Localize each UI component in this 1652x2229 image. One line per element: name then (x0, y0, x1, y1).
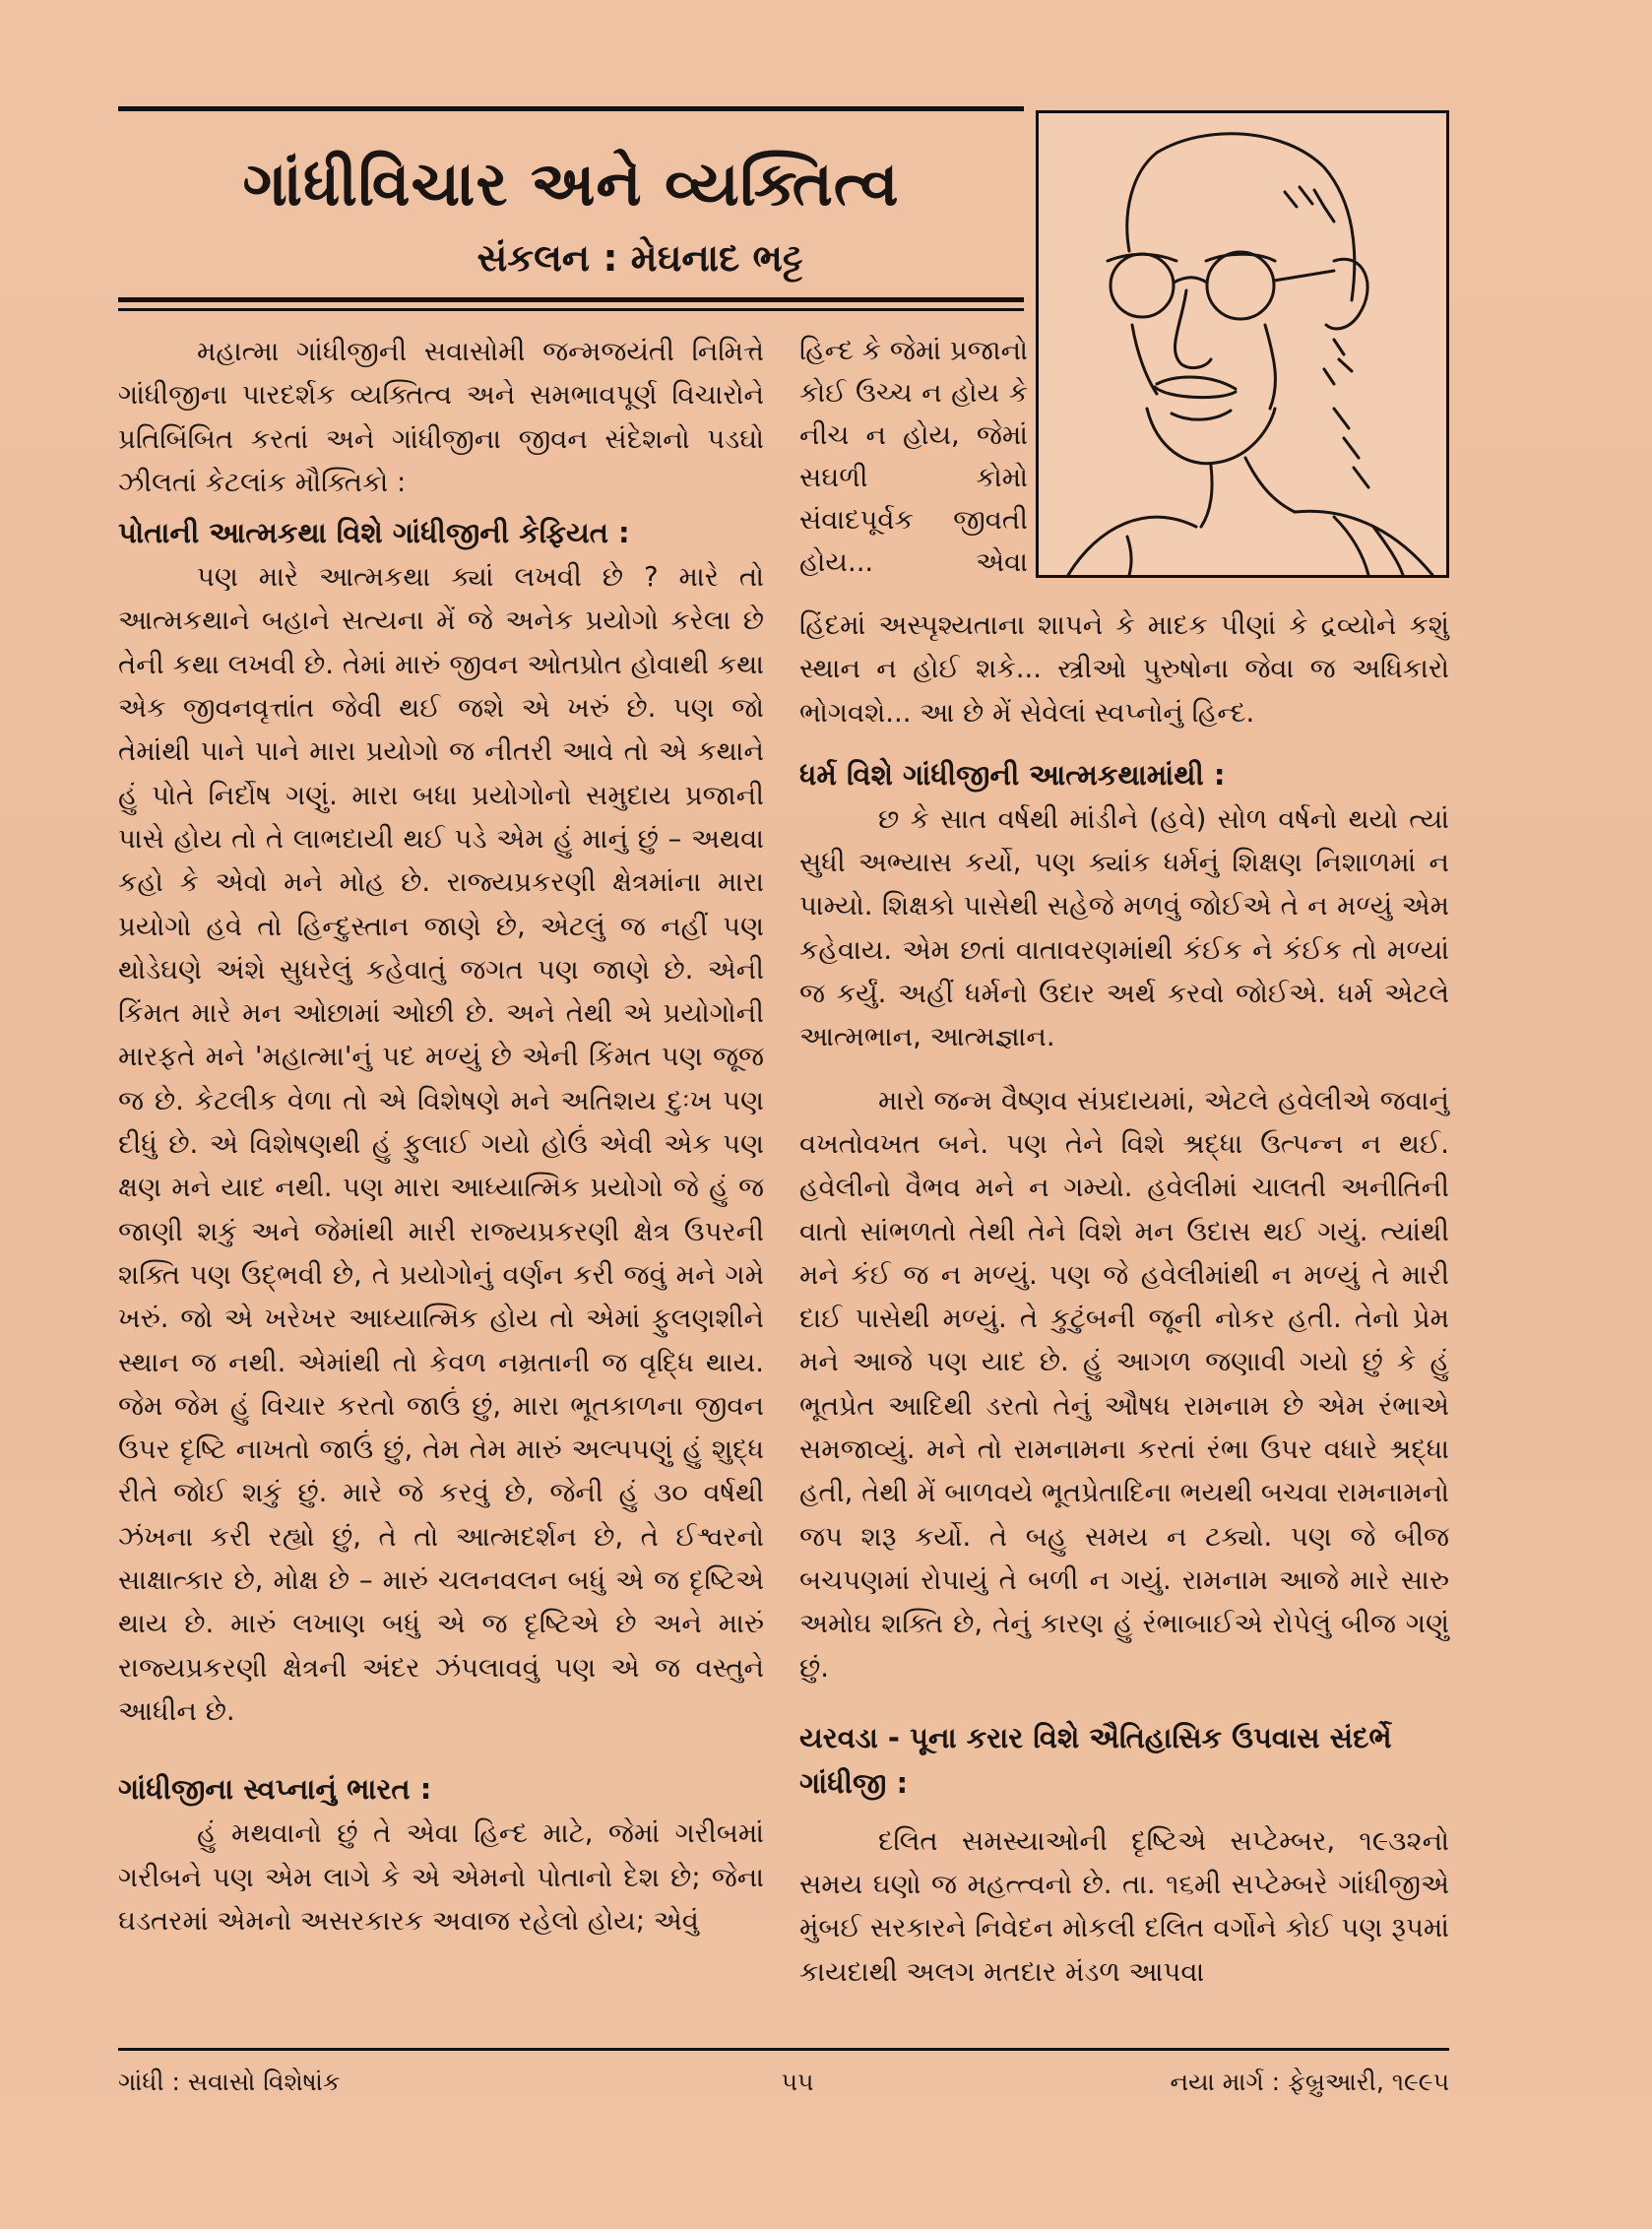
page-number: ૫૫ (781, 2068, 814, 2096)
article-byline: સંકલન : મેઘનાદ ભટ્ટ (477, 236, 803, 280)
article-title: ગાંધીવિચાર અને વ્યક્તિત્વ (242, 148, 900, 220)
footer-rule (118, 2048, 1449, 2051)
header-bottom-rule-2 (118, 308, 1024, 311)
footer-left: ગાંધી : સવાસો વિશેષાંક (118, 2068, 341, 2096)
dream-india-paragraph: હું મથવાનો છું તે એવા હિન્દ માટે, જેમાં ગરીબમાં ગરીબને પણ એમ લાગે કે એ એમનો પોતાનો દેશ છે; જેના ઘડતરમાં એમનો અસરકારક અવાજ રહેલો હોય; એવું (118, 1817, 764, 1937)
yerwada-paragraph: દલિત સમસ્યાઓની દૃષ્ટિએ સપ્ટેમ્બર, ૧૯૩૨નો સમય ઘણો જ મહત્ત્વનો છે. તા. ૧૬મી સપ્ટેમ્બરે ગાંધીજીએ મુંબઈ સરકારને નિવેદન મોકલી દલિત વર્ગોને કોઈ પણ રૂપમાં કાયદાથી અલગ મતદાર મંડળ આપવા (799, 1824, 1449, 1988)
beside-line: સઘળી કોમો (799, 462, 1028, 493)
autobiography-paragraph: પણ મારે આત્મકથા ક્યાં લખવી છે ? મારે તો આત્મકથાને બહાને સત્યના મેં જે અનેક પ્રયોગો કરેલા છે તેની કથા લખવી છે. તેમાં મારું જીવન ઓતપ્રોત હોવાથી કથા એક જીવનવૃત્તાંત જેવી થઈ જશે એ ખરું છે. પણ જો તેમાંથી પાને પાને મારા પ્રયોગો જ નીતરી આવે તો એ કથાને હું પોતે નિર્દોષ ગણું. મારા બધા પ્રયોગોનો સમુદાય પ્રજાની પાસે હોય તો તે લાભદાયી થઈ પડે એમ હું માનું છું – અથવા કહો કે એવો મને મોહ છે. રાજ્યપ્રકરણી ક્ષેત્રમાંના મારા પ્રયોગો હવે તો હિન્દુસ્તાન જાણે છે, એટલું જ નહીં પણ થોડેઘણે અંશે સુધરેલું કહેવાતું જગત પણ જાણે છે. એની કિંમત મારે મન ઓછામાં ઓછી છે. અને તેથી એ પ્રયોગોની મારફતે મને 'મહાત્મા'નું પદ મળ્યું છે એની કિંમત પણ જૂજ જ છે. કેટલીક વેળા તો એ વિશેષણે મને અતિશય દુઃખ પણ દીધું છે. એ વિશેષણથી હું ફુલાઈ ગયો હોઉં એવી એક પણ ક્ષણ મને યાદ નથી. પણ મારા આધ્યાત્મિક પ્રયોગો જે હું જ જાણી શકું અને જેમાંથી મારી રાજ્યપ્રકરણી ક્ષેત્ર ઉપરની શક્તિ પણ ઉદ્ભવી છે, તે પ્રયોગોનું વર્ણન કરી જવું મને ગમે ખરું. જો એ ખરેખર આધ્યાત્મિક હોય તો એમાં ફુલણશીને સ્થાન જ નથી. એમાંથી તો કેવળ નમ્રતાની જ વૃદ્ધિ થાય. જેમ જેમ હું વિચાર કરતો જાઉં છું, મારા ભૂતકાળના જીવન ઉપર દૃષ્ટિ નાખતો જાઉં છું, તેમ તેમ મારું અલ્પપણું હું શુદ્ધ રીતે જોઈ શકું છું. મારે જે કરવું છે, જેની હું ૩૦ વર્ષથી ઝંખના કરી રહ્યો છું, તે તો આત્મદર્શન છે, તે ઈશ્વરનો સાક્ષાત્કાર છે, મોક્ષ છે – મારું ચલનવલન બધું એ જ દૃષ્ટિએ થાય છે. મારું લખાણ બધું એ જ દૃષ્ટિએ છે અને મારું રાજ્યપ્રકરણી ક્ષેત્રની અંદર ઝંપલાવવું પણ એ જ વસ્તુને આધીન છે. (118, 561, 764, 1727)
section-heading-autobiography: પોતાની આત્મકથા વિશે ગાંધીજીની કેફિયત : (118, 516, 630, 550)
footer-right: નયા માર્ગ : ફેબ્રુઆરી, ૧૯૯૫ (1170, 2068, 1449, 2096)
religion-paragraph-2: મારો જન્મ વૈષ્ણવ સંપ્રદાયમાં, એટલે હવેલીએ જવાનું વખતોવખત બને. પણ તેને વિશે શ્રદ્ધા ઉત્પન્ન ન થઈ. હવેલીનો વૈભવ મને ન ગમ્યો. હવેલીમાં ચાલતી અનીતિની વાતો સાંભળતો તેથી તેને વિશે મન ઉદાસ થઈ ગયું. ત્યાંથી મને કંઈ જ ન મળ્યું. પણ જે હવેલીમાંથી ન મળ્યું તે મારી દાઈ પાસેથી મળ્યું. તે કુટુંબની જૂની નોકર હતી. તેનો પ્રેમ મને આજે પણ યાદ છે. હું આગળ જણાવી ગયો છું કે હું ભૂતપ્રેત આદિથી ડરતો તેનું ઔષધ રામનામ છે એમ રંભાએ સમજાવ્યું. મને તો રામનામના કરતાં રંભા ઉપર વધારે શ્રદ્ધા હતી, તેથી મેં બાળવયે ભૂતપ્રેતાદિના ભયથી બચવા રામનામનો જપ શરૂ કર્યો. તે બહુ સમય ન ટક્યો. પણ જે બીજ બચપણમાં રોપાયું તે બળી ન ગયું. રામનામ આજે મારે સારુ અમોઘ શક્તિ છે, તેનું કારણ હું રંભાબાઈએ રોપેલું બીજ ગણું છું. (799, 1084, 1449, 1684)
intro-paragraph: મહાત્મા ગાંધીજીની સવાસોમી જન્મજયંતી નિમિત્તે ગાંધીજીના પારદર્શક વ્યક્તિત્વ અને સમભાવપૂર્ણ વિચારોને પ્રતિબિંબિત કરતાં અને ગાંધીજીના જીવન સંદેશનો પડઘો ઝીલતાં કેટલાંક મૌક્તિકો : (118, 336, 764, 498)
gandhi-sketch-icon (1039, 113, 1446, 575)
beside-line: સંવાદપૂર્વક જીવતી (799, 504, 1028, 536)
right-column (799, 604, 1449, 1994)
beside-line: કોઈ ઉચ્ચ ન હોય કે (799, 377, 1028, 409)
left-column (118, 330, 764, 1942)
section-heading-dream-india: ગાંધીજીના સ્વપ્નાનું ભારત : (118, 1772, 432, 1807)
beside-line: હિન્દ કે જેમાં પ્રજાનો (799, 335, 1028, 366)
right-column-beside-portrait (799, 330, 1028, 584)
dream-india-continuation: હિંદમાં અસ્પૃશ્યતાના શાપને કે માદક પીણાં કે દ્રવ્યોને કશું સ્થાન ન હોઈ શકે... સ્ત્રીઓ પુરુષોના જેવા જ અધિકારો ભોગવશે... આ છે મેં સેવેલાં સ્વપ્નોનું હિન્દ. (799, 609, 1449, 729)
section-heading-yerwada: યરવડા - પૂના કરાર વિશે ઐતિહાસિક ઉપવાસ સંદર્ભે ગાંધીજી : (799, 1720, 1392, 1800)
religion-paragraph-1: છ કે સાત વર્ષથી માંડીને (હવે) સોળ વર્ષનો થયો ત્યાં સુધી અભ્યાસ કર્યો, પણ ક્યાંક ધર્મનું શિક્ષણ નિશાળમાં ન પામ્યો. શિક્ષકો પાસેથી સહેજે મળવું જોઈએ તે ન મળ્યું એમ કહેવાય. એમ છતાં વાતાવરણમાંથી કંઈક ને કંઈક તો મળ્યાં જ કર્યું. અહીં ધર્મનો ઉદાર અર્થ કરવો જોઈએ. ધર્મ એટલે આત્મભાન, આત્મજ્ઞાન. (799, 802, 1449, 1053)
header-bottom-rule-1 (118, 297, 1024, 302)
beside-line: હોય... એવા (799, 546, 1028, 578)
header-top-rule (118, 106, 1024, 111)
section-heading-religion: ધર્મ વિશે ગાંધીજીની આત્મકથામાંથી : (799, 757, 1226, 792)
portrait-frame (1036, 110, 1449, 578)
beside-line: નીચ ન હોય, જેમાં (799, 419, 1028, 451)
